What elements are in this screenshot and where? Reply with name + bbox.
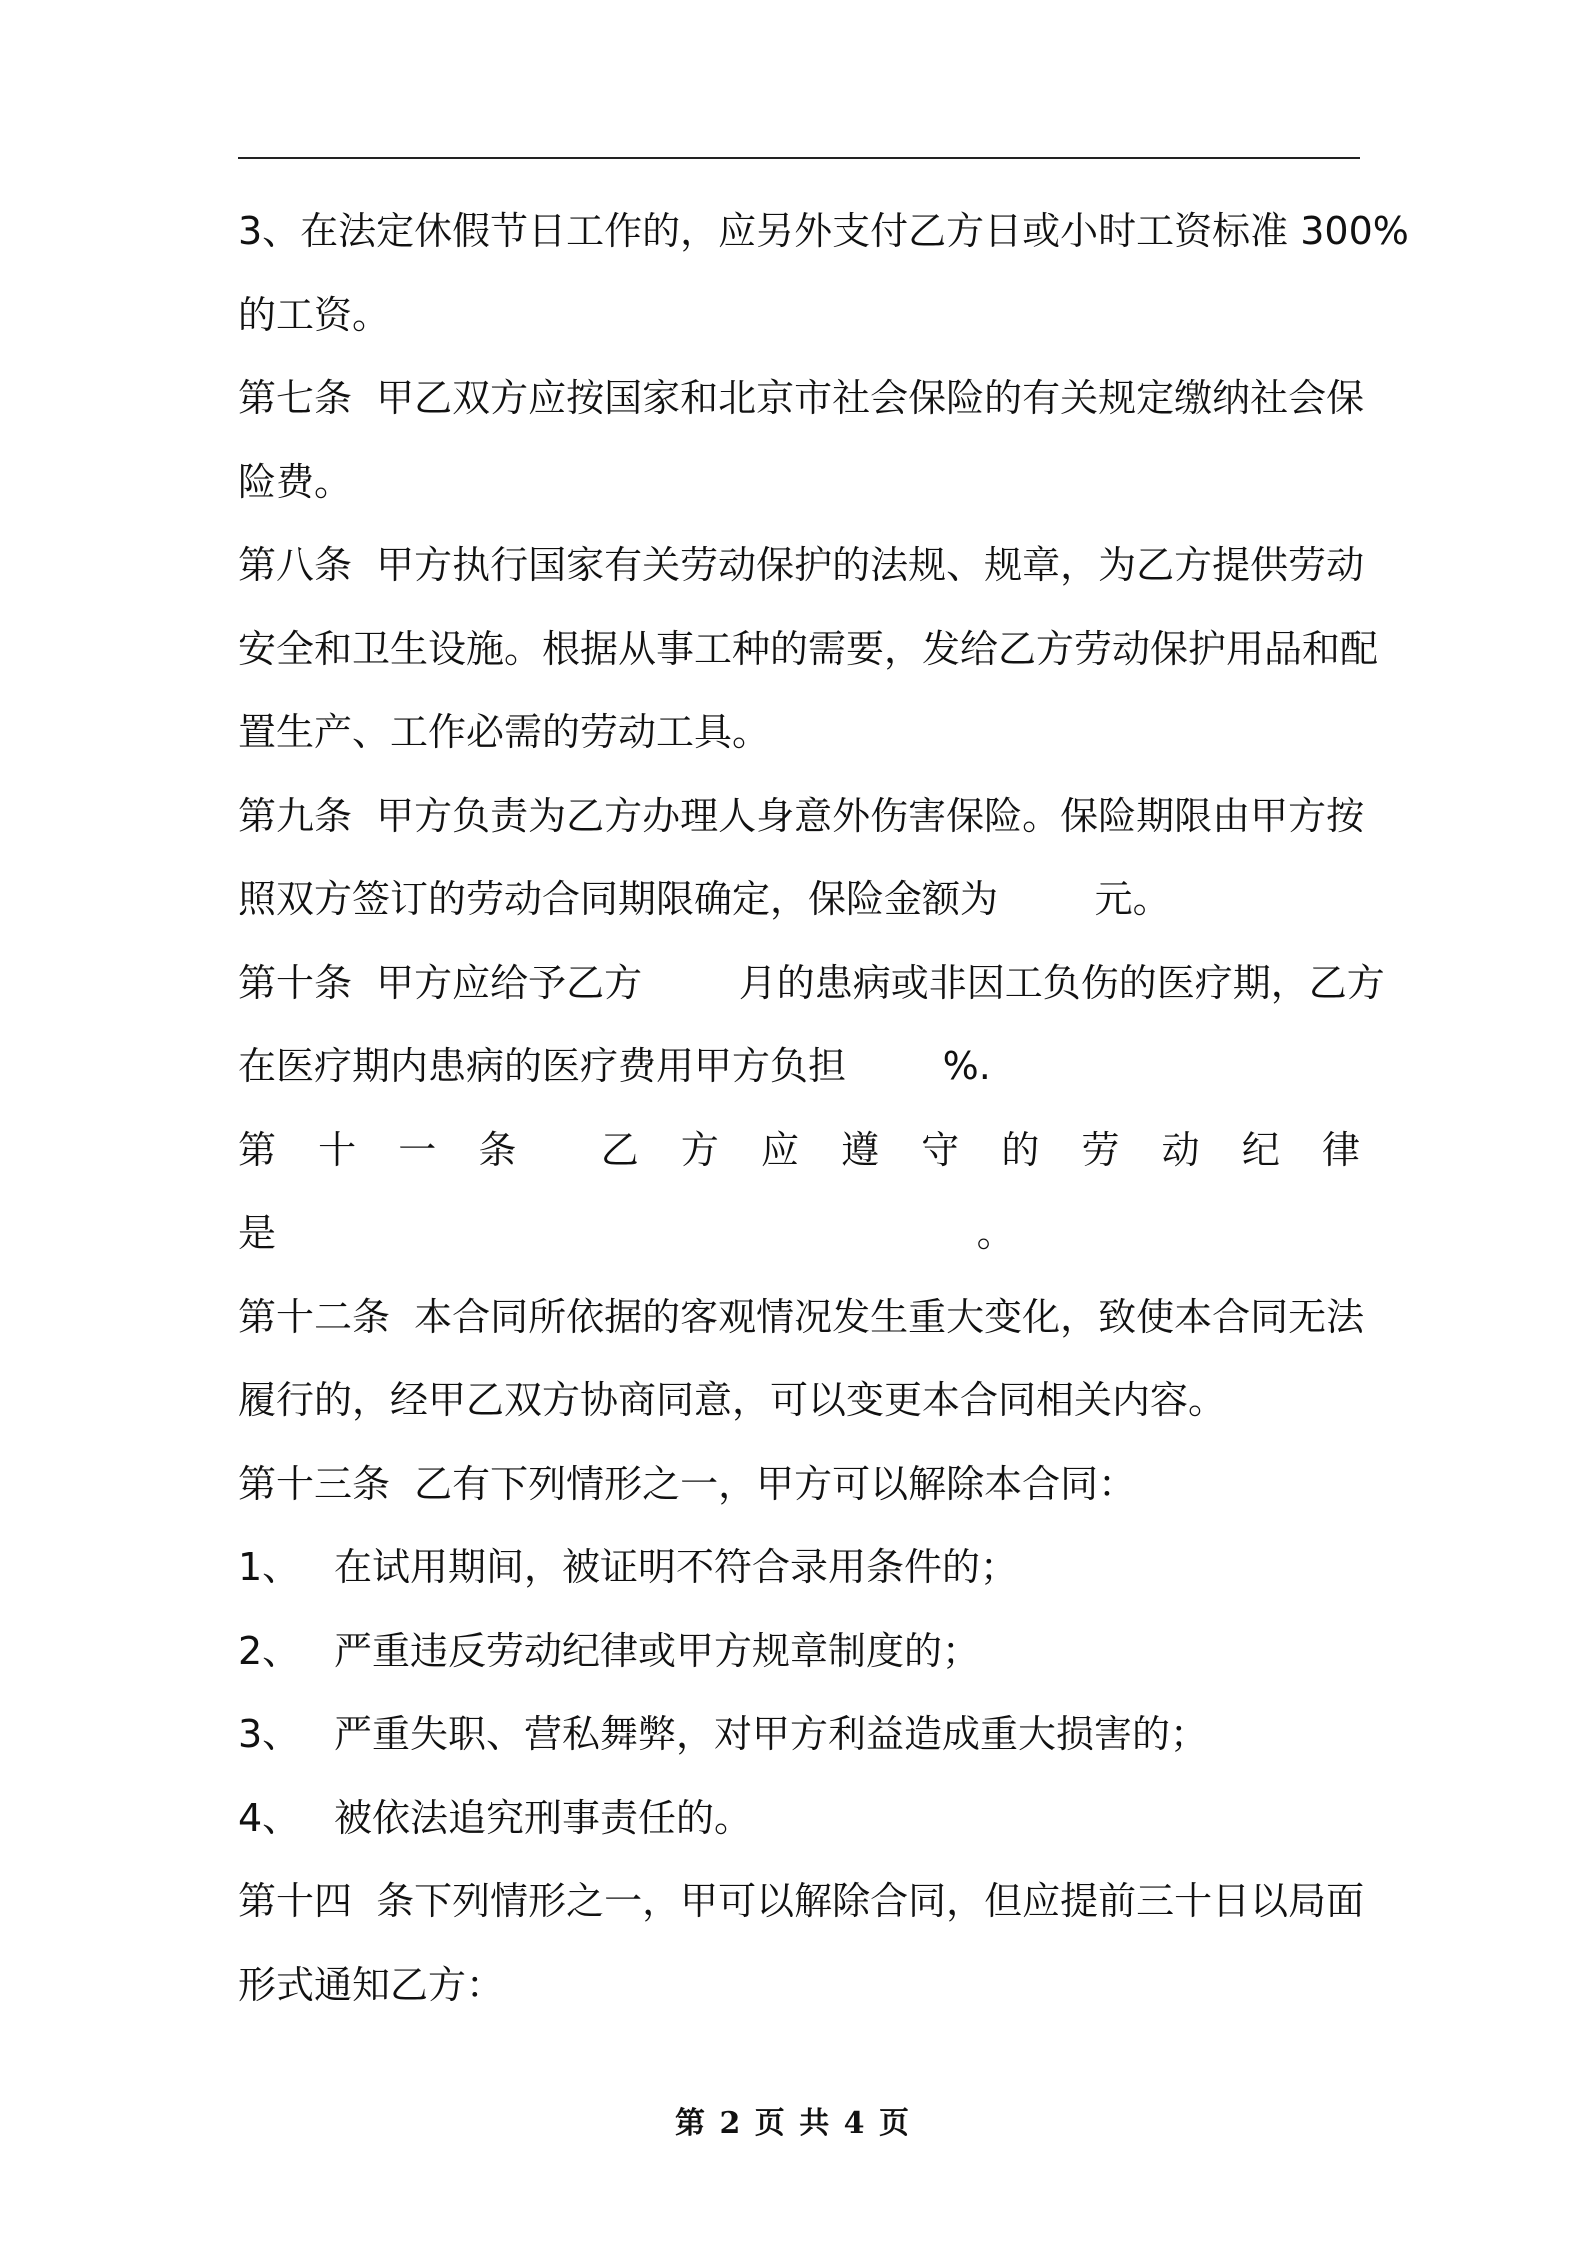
text-line: 第十三条 乙有下列情形之一，甲方可以解除本合同： bbox=[238, 1461, 1137, 1506]
article-11-char: 乙 bbox=[600, 1127, 639, 1172]
text-line: 第八条 甲方执行国家有关劳动保护的法规、规章，为乙方提供劳动 bbox=[238, 543, 1365, 587]
list-number: 4、 bbox=[238, 1795, 301, 1840]
article-11-char: 方 bbox=[680, 1127, 719, 1172]
list-number: 2、 bbox=[238, 1628, 301, 1673]
text-line: 在医疗期内患病的医疗费用甲方负担 %. bbox=[238, 1044, 991, 1088]
article-11-char: 十 bbox=[318, 1127, 357, 1172]
list-item bbox=[238, 1610, 1360, 1694]
list-number: 3、 bbox=[238, 1712, 301, 1756]
list-text: 在试用期间，被证明不符合录用条件的； bbox=[334, 1545, 1019, 1589]
text-line: 3、在法定休假节日工作的，应另外支付乙方日或小时工资标准 300% bbox=[238, 209, 1409, 253]
list-text: 严重违反劳动纪律或甲方规章制度的； bbox=[334, 1628, 981, 1673]
text-line: 第十二条 本合同所依据的客观情况发生重大变化，致使本合同无法 bbox=[238, 1294, 1365, 1339]
text-line: 险费。 bbox=[238, 459, 353, 504]
text-line: 形式通知乙方： bbox=[238, 1962, 505, 2007]
list-item bbox=[238, 1693, 1360, 1777]
text-line: 第七条 甲乙双方应按国家和北京市社会保险的有关规定缴纳社会保 bbox=[238, 376, 1365, 420]
text-line: 安全和卫生设施。根据从事工种的需要，发给乙方劳动保护用品和配 bbox=[238, 626, 1379, 671]
list-number: 1、 bbox=[238, 1545, 301, 1589]
article-11-char: 第 bbox=[238, 1127, 277, 1172]
list-text: 被依法追究刑事责任的。 bbox=[334, 1795, 753, 1840]
article-11-char: 守 bbox=[921, 1127, 960, 1172]
article-11-char: 律 bbox=[1321, 1127, 1360, 1172]
article-11-char: 动 bbox=[1161, 1127, 1200, 1172]
article-11-char: 的 bbox=[1001, 1127, 1040, 1172]
text-line: 第十四 条下列情形之一，甲可以解除合同，但应提前三十日以局面 bbox=[238, 1879, 1365, 1923]
page-number-footer: 第 2 页 共 4 页 bbox=[675, 2106, 911, 2141]
article-11-char: 一 bbox=[398, 1127, 437, 1172]
text-line: 的工资。 bbox=[238, 292, 391, 337]
text-line: 置生产、工作必需的劳动工具。 bbox=[238, 710, 771, 754]
text-line: 是 。 bbox=[238, 1211, 1015, 1255]
header-rule bbox=[238, 157, 1360, 159]
article-11-char: 纪 bbox=[1241, 1127, 1280, 1172]
article-11-char: 应 bbox=[760, 1127, 799, 1172]
contract-body bbox=[238, 190, 1409, 2027]
article-11-char: 劳 bbox=[1081, 1127, 1120, 1172]
article-11-char: 遵 bbox=[841, 1127, 880, 1172]
text-line: 照双方签订的劳动合同期限确定，保险金额为 元。 bbox=[238, 877, 1171, 921]
article-11-line bbox=[238, 1109, 1360, 1193]
text-line: 第九条 甲方负责为乙方办理人身意外伤害保险。保险期限由甲方按 bbox=[238, 793, 1365, 838]
text-line: 履行的，经甲乙双方协商同意，可以变更本合同相关内容。 bbox=[238, 1378, 1227, 1422]
list-item bbox=[238, 1777, 1360, 1861]
text-line: 第十条 甲方应给予乙方 月的患病或非因工负伤的医疗期，乙方 bbox=[238, 960, 1385, 1005]
list-item bbox=[238, 1526, 1360, 1610]
list-text: 严重失职、营私舞弊，对甲方利益造成重大损害的； bbox=[334, 1712, 1209, 1756]
article-11-char: 条 bbox=[478, 1127, 517, 1172]
